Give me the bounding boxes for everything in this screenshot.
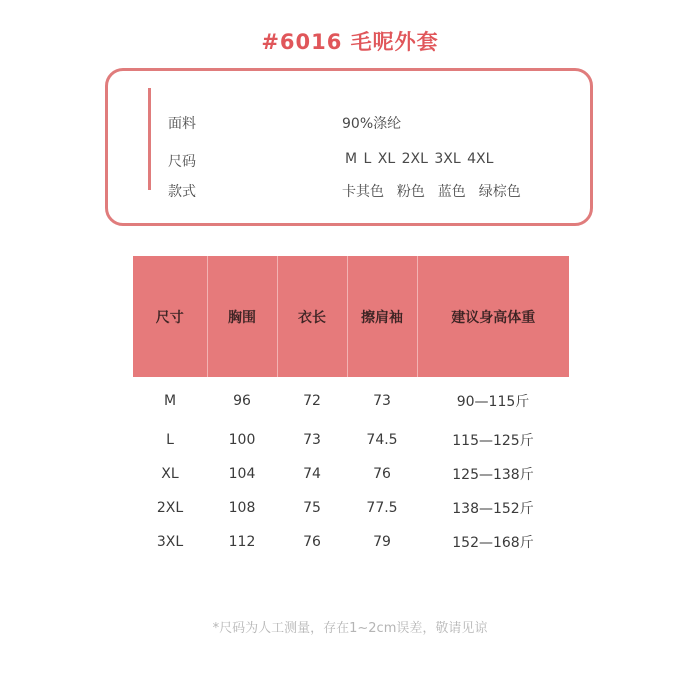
header-size: 尺寸 bbox=[133, 256, 207, 377]
table-cell: L bbox=[166, 432, 174, 448]
table-row bbox=[133, 491, 569, 525]
table-cell: 115—125斤 bbox=[452, 433, 534, 449]
size-value: M L XL 2XL 3XL 4XL bbox=[345, 151, 494, 167]
table-row bbox=[133, 377, 569, 423]
table-cell: 77.5 bbox=[366, 500, 398, 516]
table-cell: M bbox=[163, 393, 177, 409]
size-label: 尺码 bbox=[168, 154, 196, 170]
table-cell: XL bbox=[161, 466, 179, 482]
style-label: 款式 bbox=[168, 184, 196, 200]
header-chest: 胸围 bbox=[207, 256, 277, 377]
fabric-value: 90%涤纶 bbox=[342, 116, 402, 132]
table-row bbox=[133, 457, 569, 491]
info-accent-bar bbox=[148, 88, 151, 190]
table-cell: 104 bbox=[228, 466, 256, 482]
table-cell: 73 bbox=[373, 393, 391, 409]
product-info-box bbox=[105, 68, 593, 226]
page-title: #6016 毛呢外套 bbox=[261, 30, 439, 54]
table-cell: 100 bbox=[228, 432, 256, 448]
table-cell: 75 bbox=[303, 500, 321, 516]
table-row bbox=[133, 525, 569, 559]
table-cell: 76 bbox=[303, 534, 321, 550]
header-shoulder-sleeve: 擦肩袖 bbox=[347, 256, 417, 377]
table-cell: 2XL bbox=[156, 500, 184, 516]
table-cell: 96 bbox=[233, 393, 251, 409]
table-cell: 73 bbox=[303, 432, 321, 448]
table-cell: 138—152斤 bbox=[452, 501, 534, 517]
table-cell: 74.5 bbox=[366, 432, 398, 448]
table-cell: 74 bbox=[303, 466, 321, 482]
table-cell: 90—115斤 bbox=[456, 394, 530, 410]
header-recommended: 建议身高体重 bbox=[417, 256, 569, 377]
table-cell: 152—168斤 bbox=[452, 535, 534, 551]
table-cell: 125—138斤 bbox=[452, 467, 534, 483]
table-cell: 3XL bbox=[156, 534, 184, 550]
table-cell: 112 bbox=[228, 534, 256, 550]
size-chart-table bbox=[133, 256, 569, 559]
table-cell: 108 bbox=[228, 500, 256, 516]
measurement-note: *尺码为人工测量，存在1~2cm误差，敬请见谅 bbox=[212, 621, 488, 636]
style-value: 卡其色 粉色 蓝色 绿棕色 bbox=[342, 184, 521, 200]
table-cell: 76 bbox=[373, 466, 391, 482]
table-header-row bbox=[133, 256, 569, 377]
table-row bbox=[133, 423, 569, 457]
table-cell: 72 bbox=[303, 393, 321, 409]
header-length: 衣长 bbox=[277, 256, 347, 377]
table-cell: 79 bbox=[373, 534, 391, 550]
fabric-label: 面料 bbox=[168, 116, 196, 132]
